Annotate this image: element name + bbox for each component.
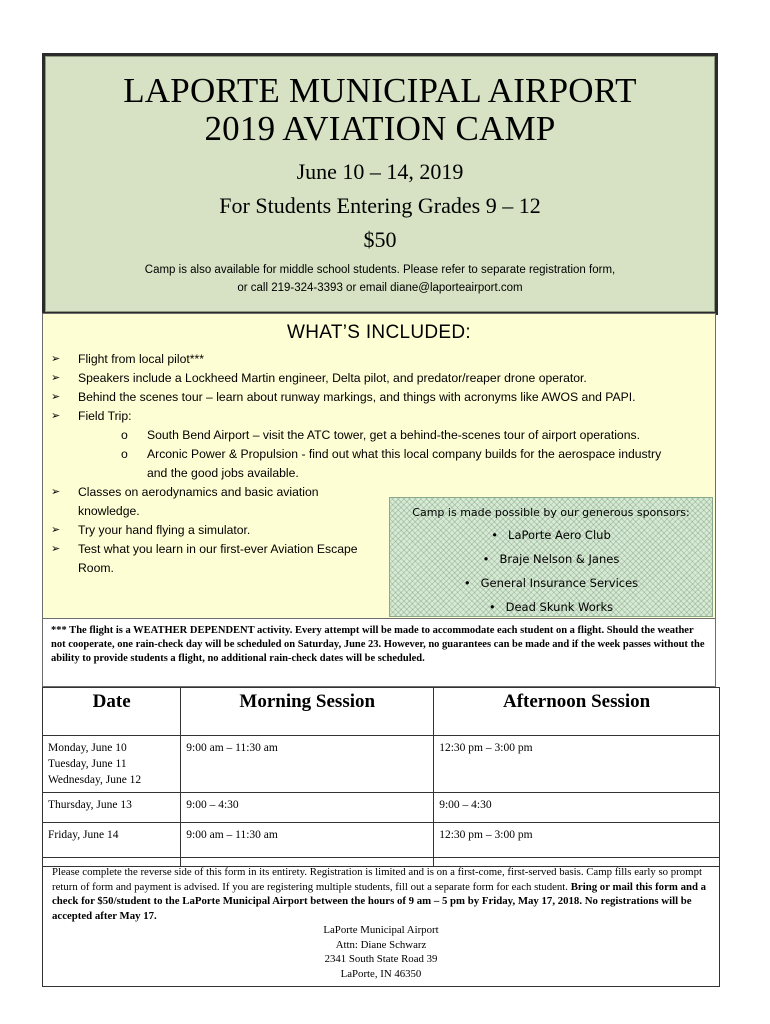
afternoon-cell: 12:30 pm – 3:00 pm: [434, 823, 720, 867]
camp-price: $50: [363, 227, 397, 252]
schedule-table: [42, 687, 720, 867]
arrow-bullet-icon: ➢: [51, 410, 61, 422]
morning-cell: 9:00 am – 11:30 am: [181, 823, 434, 867]
column-header-morning: Morning Session: [181, 688, 434, 736]
title-line-1: LAPORTE MUNICIPAL AIRPORT: [123, 71, 637, 110]
included-title: WHAT’S INCLUDED:: [287, 322, 471, 343]
list-item: ➢ Test what you learn in our first-ever Aviation Escape Room.: [51, 542, 358, 575]
sponsors-list: [390, 523, 712, 619]
arrow-bullet-icon: ➢: [51, 372, 61, 384]
title-line-2: 2019 AVIATION CAMP: [204, 109, 556, 148]
morning-cell: 9:00 – 4:30: [181, 793, 434, 823]
camp-dates: June 10 – 14, 2019: [296, 159, 464, 184]
note-line-2: or call 219-324-3393 or email diane@laporteairport.com: [237, 282, 523, 294]
note-line-1: Camp is also available for middle school students. Please refer to separate registration form,: [144, 264, 616, 276]
circle-bullet-icon: o: [121, 428, 128, 442]
afternoon-cell: 12:30 pm – 3:00 pm: [434, 736, 720, 793]
sponsor-item: • General Insurance Services: [390, 571, 712, 595]
sponsors-title: Camp is made possible by our generous sponsors:: [412, 506, 690, 519]
mailing-address: LaPorte Municipal Airport Attn: Diane Schwarz 2341 South State Road 39 LaPorte, IN 46350: [323, 924, 439, 980]
date-cell: Monday, June 10 Tuesday, June 11 Wednesday, June 12: [43, 736, 181, 793]
arrow-bullet-icon: ➢: [51, 391, 61, 403]
column-header-afternoon: Afternoon Session: [434, 688, 720, 736]
header-box: [42, 53, 718, 315]
sub-list-item: o Arconic Power & Propulsion - find out what this local company builds for the aerospace industry and the good jobs available.: [121, 447, 662, 480]
afternoon-cell: 9:00 – 4:30: [434, 793, 720, 823]
list-item: ➢ Behind the scenes tour – learn about runway markings, and things with acronyms like AWOS and PAPI.: [51, 388, 667, 407]
camp-grades: For Students Entering Grades 9 – 12: [219, 193, 541, 218]
column-header-date: Date: [43, 688, 181, 736]
arrow-bullet-icon: ➢: [51, 524, 61, 536]
list-item: ➢ Flight from local pilot***: [51, 350, 667, 369]
table-row: [43, 793, 720, 823]
circle-bullet-icon: o: [121, 447, 128, 461]
arrow-bullet-icon: ➢: [51, 543, 61, 555]
weather-note: *** The flight is a WEATHER DEPENDENT activity. Every attempt will be made to accommodate each student on a flight. Should the weather not cooperate, one rain-check day will be scheduled on Saturday, June 23. However, no guarantees can be made and if the week passes without the ability to provide students a flight, no additional rain-check dates will be scheduled.: [42, 619, 716, 687]
included-box: [42, 313, 716, 619]
arrow-bullet-icon: ➢: [51, 486, 61, 498]
date-cell: Thursday, June 13: [43, 793, 181, 823]
sponsor-item: • Dead Skunk Works: [390, 595, 712, 619]
table-row: [43, 736, 720, 793]
instructions-text: Please complete the reverse side of this form in its entirety. Registration is limited and is on a first-come, first-served basis. Camp fills early so prompt return of form and payment is advised. If you are registering multiple students, fill out a separate form for each student. Bring or mail this form and a check for $50/student to the LaPorte Municipal Airport between the hours of 9 am – 5 pm by Friday, May 17, 2018. No registrations will be accepted after May 17.: [52, 866, 707, 922]
list-item: ➢ Speakers include a Lockheed Martin engineer, Delta pilot, and predator/reaper drone operator.: [51, 369, 667, 388]
list-item: ➢ Field Trip:: [51, 407, 667, 426]
list-item: ➢ Classes on aerodynamics and basic aviation knowledge.: [51, 485, 319, 518]
middle-school-note: [45, 261, 715, 297]
page-title: [45, 72, 715, 148]
date-cell: Friday, June 14: [43, 823, 181, 867]
sponsor-item: • Braje Nelson & Janes: [390, 547, 712, 571]
list-item: ➢ Try your hand flying a simulator.: [51, 521, 378, 540]
arrow-bullet-icon: ➢: [51, 353, 61, 365]
registration-instructions: [42, 857, 720, 987]
morning-cell: 9:00 am – 11:30 am: [181, 736, 434, 793]
sponsor-item: • LaPorte Aero Club: [390, 523, 712, 547]
sponsors-box: [389, 497, 713, 617]
sub-list-item: o South Bend Airport – visit the ATC tower, get a behind-the-scenes tour of airport operations.: [51, 426, 667, 445]
table-header-row: [43, 688, 720, 736]
